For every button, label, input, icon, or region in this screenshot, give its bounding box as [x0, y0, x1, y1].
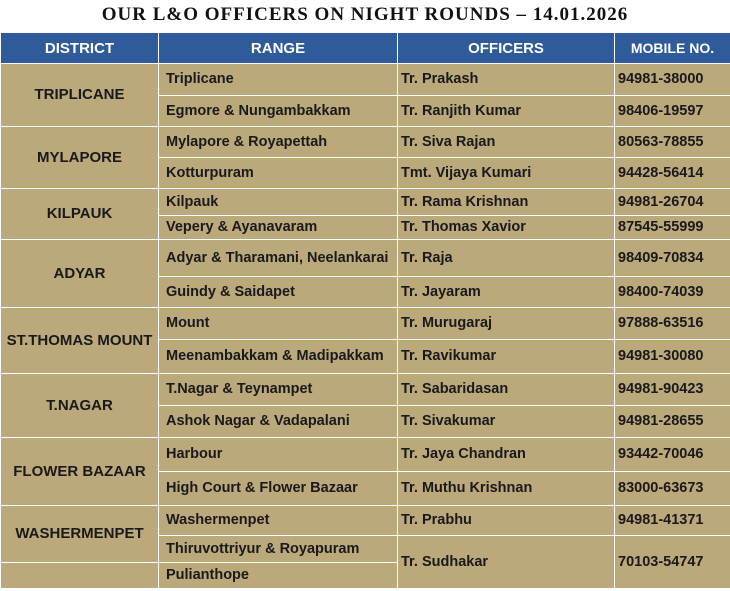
range-cell: Thiruvottriyur & Royapuram	[159, 536, 398, 563]
officer-cell: Tr. Sudhakar	[398, 536, 615, 589]
range-cell: Harbour	[159, 438, 398, 472]
officer-cell: Tr. Sabaridasan	[398, 374, 615, 406]
officer-cell: Tr. Muthu Krishnan	[398, 472, 615, 506]
officer-cell: Tr. Prakash	[398, 64, 615, 96]
mobile-cell: 98400-74039	[615, 277, 730, 308]
mobile-cell: 93442-70046	[615, 438, 730, 472]
mobile-cell: 97888-63516	[615, 308, 730, 340]
officer-cell: Tr. Ravikumar	[398, 340, 615, 374]
mobile-cell: 94981-30080	[615, 340, 730, 374]
table-row	[1, 189, 730, 216]
officer-cell: Tr. Murugaraj	[398, 308, 615, 340]
district-cell-empty	[1, 563, 159, 589]
mobile-cell: 80563-78855	[615, 127, 730, 158]
officer-cell: Tr. Raja	[398, 240, 615, 277]
mobile-cell: 87545-55999	[615, 216, 730, 240]
officer-cell: Tr. Ranjith Kumar	[398, 96, 615, 127]
range-cell: Kotturpuram	[159, 158, 398, 189]
range-cell: Pulianthope	[159, 563, 398, 589]
district-cell: ST.THOMAS MOUNT	[1, 308, 159, 374]
officer-cell: Tr. Sivakumar	[398, 406, 615, 438]
table-row	[1, 240, 730, 277]
header-row	[1, 33, 730, 64]
range-cell: Adyar & Tharamani, Neelankarai	[159, 240, 398, 277]
mobile-cell: 94428-56414	[615, 158, 730, 189]
district-cell: ADYAR	[1, 240, 159, 308]
table-row	[1, 438, 730, 472]
officer-cell: Tr. Siva Rajan	[398, 127, 615, 158]
district-cell: T.NAGAR	[1, 374, 159, 438]
officer-cell: Tmt. Vijaya Kumari	[398, 158, 615, 189]
header-district: DISTRICT	[1, 33, 159, 64]
table-row	[1, 374, 730, 406]
range-cell: Triplicane	[159, 64, 398, 96]
range-cell: High Court & Flower Bazaar	[159, 472, 398, 506]
officer-cell: Tr. Thomas Xavior	[398, 216, 615, 240]
range-cell: Kilpauk	[159, 189, 398, 216]
officer-cell: Tr. Rama Krishnan	[398, 189, 615, 216]
header-officers: OFFICERS	[398, 33, 615, 64]
mobile-cell: 70103-54747	[615, 536, 730, 589]
officer-cell: Tr. Prabhu	[398, 506, 615, 536]
range-cell: Egmore & Nungambakkam	[159, 96, 398, 127]
range-cell: Vepery & Ayanavaram	[159, 216, 398, 240]
range-cell: Washermenpet	[159, 506, 398, 536]
district-cell: MYLAPORE	[1, 127, 159, 189]
district-cell: WASHERMENPET	[1, 506, 159, 563]
range-cell: T.Nagar & Teynampet	[159, 374, 398, 406]
header-range: RANGE	[159, 33, 398, 64]
range-cell: Meenambakkam & Madipakkam	[159, 340, 398, 374]
mobile-cell: 98409-70834	[615, 240, 730, 277]
district-cell: FLOWER BAZAAR	[1, 438, 159, 506]
officer-cell: Tr. Jaya Chandran	[398, 438, 615, 472]
table-row	[1, 506, 730, 536]
officer-cell: Tr. Jayaram	[398, 277, 615, 308]
header-mobile: MOBILE NO.	[615, 33, 730, 64]
range-cell: Ashok Nagar & Vadapalani	[159, 406, 398, 438]
table-row	[1, 64, 730, 96]
officers-table	[0, 32, 730, 589]
district-cell: TRIPLICANE	[1, 64, 159, 127]
mobile-cell: 94981-28655	[615, 406, 730, 438]
page-title: OUR L&O OFFICERS ON NIGHT ROUNDS – 14.01.2026	[0, 0, 730, 32]
range-cell: Guindy & Saidapet	[159, 277, 398, 308]
mobile-cell: 94981-41371	[615, 506, 730, 536]
mobile-cell: 94981-38000	[615, 64, 730, 96]
mobile-cell: 94981-26704	[615, 189, 730, 216]
mobile-cell: 98406-19597	[615, 96, 730, 127]
range-cell: Mount	[159, 308, 398, 340]
table-row	[1, 127, 730, 158]
mobile-cell: 83000-63673	[615, 472, 730, 506]
mobile-cell: 94981-90423	[615, 374, 730, 406]
range-cell: Mylapore & Royapettah	[159, 127, 398, 158]
table-row	[1, 308, 730, 340]
district-cell: KILPAUK	[1, 189, 159, 240]
